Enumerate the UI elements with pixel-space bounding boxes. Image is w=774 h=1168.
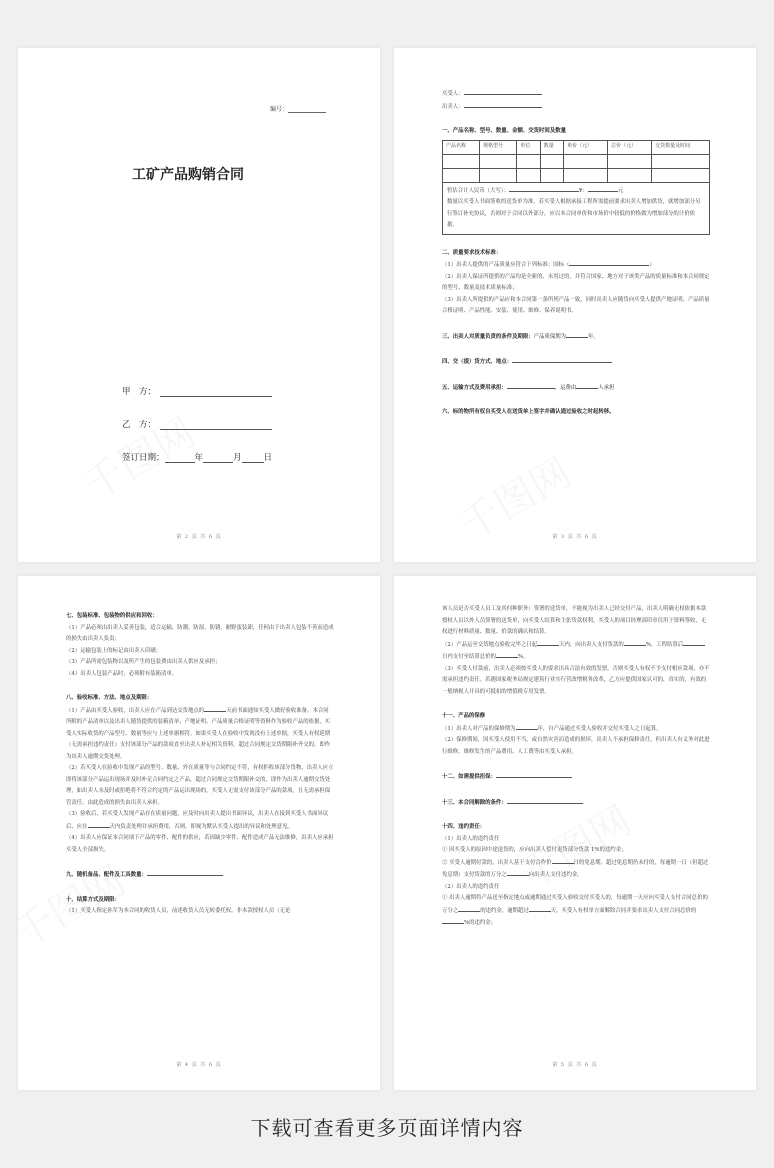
paragraph: 该人员是否买受人员工及其何种职务）签署的送货单，不能视为出卖人已经交付产品，出卖人明确无权依据本款授权人员以外人员签署的送货单，向买受人结算和主张货款权利，买受人的项目经理部印章仅用于资料签收，无权进行材料质量、数量、价款的确认和结算。 bbox=[442, 606, 707, 635]
section-14-heading: 十四、违约责任： bbox=[442, 824, 486, 830]
paragraph-text: 天前书面通知买受人做好验收准备。本合同所附的产品清单以及出卖人随货提供的装箱清单、产地证明、产品质量合格证明等资料作为验收产品的依据，买受人实际收货的产品型号、数量等应与上述单据相符。如果买受人在验收中发现没有上述单据，买受人有权延期（无需承担违约责任）支付该部分产品的款项直至出卖人补足相关资料，超过合同规定交货期限补齐交的，即作为出卖人逾期交货处理。 bbox=[66, 707, 331, 760]
section-9-label: 九、随机备品、配件及工具数量： bbox=[66, 872, 147, 878]
paragraph: （2）出卖人保证所提供的产品均是全新的、未用过的，并符合国家、地方对于该类产品的质量标准和本合同规定的型号、数量及技术质量标准； bbox=[442, 273, 710, 291]
section-4-label: 四、交（提）货方式、地点： bbox=[442, 359, 513, 365]
download-caption: 下载可查看更多页面详情内容 bbox=[250, 1116, 524, 1140]
contract-number-field bbox=[270, 104, 326, 113]
paragraph: （4）出卖人包装产品时，必须附有装箱清单。 bbox=[66, 670, 178, 677]
table-header-cell: 规格型号 bbox=[480, 140, 517, 154]
paragraph bbox=[442, 723, 710, 736]
table-header-cell: 交货数量及时间 bbox=[652, 140, 710, 154]
paragraph-text: ② 买受人逾期付款的，出卖人基于支付合作价 bbox=[442, 859, 552, 866]
section-3-heading bbox=[442, 331, 710, 344]
paragraph-text: %，工程结算后 bbox=[645, 641, 684, 648]
paragraph-text: 天内负责处理并承担费用，否则，即视为默认买受人提出的异议和处理意见。 bbox=[109, 823, 293, 830]
seller-line bbox=[442, 101, 710, 114]
party-a-row bbox=[122, 385, 272, 397]
section-8-heading: 八、验收标准、方法、地点及期限： bbox=[66, 695, 153, 701]
sign-date-row bbox=[122, 451, 272, 463]
table-header-cell: 单价（元） bbox=[564, 140, 608, 154]
table-header-cell: 数量 bbox=[540, 140, 563, 154]
product-table bbox=[442, 140, 710, 183]
contract-number-blank bbox=[288, 106, 326, 113]
delivery-blank bbox=[512, 356, 612, 363]
buyer-blank bbox=[464, 88, 542, 95]
table-row bbox=[443, 154, 710, 168]
days-blank bbox=[683, 639, 705, 646]
section-12-heading bbox=[442, 771, 710, 784]
sign-date-label: 签订日期： bbox=[122, 453, 165, 463]
warranty-blank bbox=[566, 331, 588, 338]
paragraph: （1）买受人指定孙军为本合同的收货人员，前述收货人员无转委托权，非本款授权人员（无论 bbox=[66, 908, 291, 914]
table-header-cell: 总价（元） bbox=[608, 140, 652, 154]
days-blank bbox=[537, 639, 559, 646]
contract-page-5 bbox=[394, 576, 756, 1090]
paragraph: （2）若买受人在验收中发现产品的型号、数量、外在质量等与合同约定不符，有权拒收该部分货物，出卖人应立即将该部分产品运出现场并及时补足合同约定之产品，超过合同规定交货期限补交的，即作为出卖人逾期交货处理，如出卖人未及时或拒绝将不符合约定的产品运出现场的，买受人无需支付该部分产品的款项，且无需承担保管责任，由此造成的损失由出卖人承担。 bbox=[66, 765, 334, 806]
paragraph-text: 日内支付至结算总价的 bbox=[442, 654, 496, 660]
paragraph-text: ① 出卖人逾期将产品送至指定地点或逾期通过买受人验收交付买受人的，每逾期一天应向买受人支付合同总价的万分之 bbox=[442, 895, 708, 914]
section-13-heading bbox=[442, 797, 710, 810]
page-content bbox=[442, 604, 710, 930]
paragraph-text: 的违约金，逾期超过 bbox=[480, 907, 529, 914]
paragraph bbox=[442, 639, 710, 664]
table-row bbox=[443, 168, 710, 182]
section-5-label: 五、运输方式及费用承担： bbox=[442, 384, 507, 391]
seller-blank bbox=[464, 101, 542, 108]
paragraph bbox=[442, 857, 710, 882]
paragraph bbox=[66, 705, 334, 764]
paragraph-text: （1）出卖人提供的产品质量应符合下列标准：国标（ bbox=[442, 262, 570, 268]
section-6-heading: 六、标的物所有权自买受人在送货单上签字并确认通过验收之时起转移。 bbox=[442, 409, 615, 415]
paragraph: （4）出卖人应保证本合同项下产品的零件、配件的供应，若因缺少零件、配件造成产品无法维修，出卖人应承担买受人全部损失。 bbox=[66, 835, 334, 853]
paragraph-text: （2）产品运至交货地点验收完毕之日起 bbox=[442, 641, 538, 648]
section-5-heading bbox=[442, 382, 710, 395]
section-13-label: 十三、本合同解除的条件： bbox=[442, 799, 507, 806]
table-note-box bbox=[442, 183, 710, 235]
day-blank bbox=[242, 454, 264, 463]
paragraph-text: %的违约金； bbox=[464, 920, 497, 926]
guarantee-blank bbox=[496, 771, 572, 778]
month-label: 月 bbox=[233, 453, 242, 463]
paragraph bbox=[442, 893, 710, 930]
page-footer: 第 2 页 共 6 页 bbox=[176, 534, 222, 540]
buyer-line bbox=[442, 88, 710, 101]
notice-days-blank bbox=[204, 705, 226, 712]
contract-title: 工矿产品购销合同 bbox=[132, 167, 244, 183]
total-yen: ¥： bbox=[579, 187, 588, 194]
total-line bbox=[447, 185, 705, 198]
standard-blank bbox=[569, 259, 649, 266]
table-note: 数量以买受人书面签收的送货单为准，若买受人根据承接工程所需提前要求出卖人增加供货，就增加部分另行签订补充协议，否则对于合同以外部分，应以本合同单价和市场价中较低的价格做为增加部分的计价依据。 bbox=[447, 199, 701, 228]
freight-blank bbox=[576, 382, 598, 389]
freight-tail: 人承担 bbox=[598, 384, 615, 391]
paragraph-text: 向出卖人支付违约金。 bbox=[528, 872, 583, 878]
paragraph: （3）买受人付款前，出卖人必须按买受人的要求出具合法有效的发票，否则买受人有权不予支付相应款项，亦不需承担违约责任。若遇国家税务局规定建筑行业实行营改增税务改革，乙方应提供国家认可的，真实的，有效的一般纳税人开具的可抵扣的增值税专用发票。 bbox=[442, 665, 710, 695]
page-footer: 第 5 页 共 6 页 bbox=[552, 1062, 598, 1068]
section-3-label: 三、出卖人对质量负责的条件及期限： bbox=[442, 333, 534, 340]
response-days-blank bbox=[88, 821, 110, 828]
section-9-heading bbox=[66, 869, 334, 882]
page-content bbox=[66, 604, 334, 918]
paragraph-text: （1）产品由买受人验收，出卖人应在产品到达交货地点的 bbox=[66, 707, 205, 714]
table-header-cell: 单位 bbox=[517, 140, 540, 154]
transport-blank bbox=[507, 382, 555, 389]
contract-page-3 bbox=[394, 48, 756, 562]
section-10-heading: 十、结算方式及期限： bbox=[66, 896, 120, 903]
contract-number-label: 编号： bbox=[269, 106, 288, 113]
paragraph: （2）运输包装上的标记由出卖人印刷； bbox=[66, 647, 162, 654]
termination-blank bbox=[507, 797, 583, 804]
party-b-blank bbox=[160, 421, 272, 430]
total-label: 暂估合计人民币（大写）： bbox=[447, 187, 509, 194]
paragraph: ① 因买受人的原因中途退货的，应向出卖人偿付退货部分货款 1%的违约金； bbox=[442, 847, 627, 853]
penalty-percent-blank bbox=[442, 917, 464, 924]
freight-label: ，运费由 bbox=[554, 384, 577, 391]
paragraph: （2）出卖人的违约责任 bbox=[442, 883, 500, 890]
page-footer: 第 3 页 共 6 页 bbox=[552, 534, 598, 540]
table-header-row bbox=[443, 140, 710, 154]
month-blank bbox=[203, 454, 233, 463]
total-yen-blank bbox=[588, 185, 618, 192]
paragraph-text: %。 bbox=[517, 654, 529, 660]
paragraph: （1）产品必须由出卖人妥善包装，适合运输、防潮、防湿、防锈，耐野蛮装卸，任何由于出卖人包装不善而造成的损失由出卖人负责； bbox=[66, 624, 334, 642]
paragraph-text: 日的免息期，超过免息期仍未付的，每逾期一日（但超过免息期）支付货款的万分之 bbox=[442, 859, 709, 878]
warranty-unit: 年。 bbox=[588, 333, 599, 340]
page-content bbox=[442, 88, 710, 419]
party-a-label: 甲 方： bbox=[122, 387, 157, 397]
party-b-label: 乙 方： bbox=[122, 420, 157, 430]
contract-page-4 bbox=[18, 576, 380, 1090]
paragraph: （3）出卖人所提供的产品应和本合同第一条所列产品一致，同时出卖人应随货向买受人提供产地证明、产品质量合格证明、产品性能、安装、使用、维修、保养说明书。 bbox=[442, 296, 710, 314]
paragraph bbox=[66, 809, 334, 833]
spare-parts-blank bbox=[147, 869, 223, 876]
paragraph: （3）产品所需包装物以及所产生的包装费由出卖人供应及承担； bbox=[66, 659, 221, 665]
party-a-blank bbox=[160, 388, 272, 397]
day-label: 日 bbox=[263, 453, 273, 463]
grace-days-blank bbox=[552, 857, 574, 864]
table-header-cell: 产品名称 bbox=[443, 140, 480, 154]
paragraph: （1）出卖人的违约责任 bbox=[442, 835, 500, 842]
percent-blank bbox=[496, 651, 518, 658]
total-unit: 元 bbox=[617, 187, 624, 194]
paren-close: ） bbox=[649, 262, 655, 268]
section-1-heading: 一、产品名称、型号、数量、金额、交货时间及数量 bbox=[442, 128, 566, 134]
total-blank bbox=[509, 185, 579, 192]
seller-label: 出卖人： bbox=[442, 103, 464, 110]
paragraph-text: （3）验收后，若买受人发现产品存在质量问题，应及时向出卖人提出书面异议，出卖人在接到买受人书面异议后，应在 bbox=[66, 811, 329, 830]
warranty-years-blank bbox=[516, 723, 538, 730]
party-b-row bbox=[122, 418, 272, 430]
buyer-label: 买受人： bbox=[442, 91, 464, 97]
contract-cover-page bbox=[18, 48, 380, 562]
section-11-heading: 十一、产品的保修 bbox=[442, 713, 486, 719]
paragraph bbox=[442, 259, 710, 272]
rate-blank bbox=[458, 905, 480, 912]
section-2-heading: 二、质量要求技术标准： bbox=[442, 249, 502, 256]
rate-blank bbox=[507, 869, 529, 876]
paragraph-text: 天，买受人有权单方面解除合同并要求出卖人支付合同总价的 bbox=[550, 907, 697, 914]
page-footer: 第 4 页 共 6 页 bbox=[176, 1062, 222, 1068]
paragraph: （2）保修期间，因买受人使用不当，或自然灾害而造成的损坏，出卖人不承担保修责任，但出卖人有义务对此进行维修，维修发生的产品费用、人工费等由买受人承担。 bbox=[442, 737, 710, 755]
percent-blank bbox=[624, 639, 646, 646]
section-12-label: 十二、如需提供担保： bbox=[442, 774, 496, 780]
year-blank bbox=[165, 454, 195, 463]
section-4-heading bbox=[442, 356, 710, 369]
warranty-label: 产品质保期为 bbox=[533, 333, 567, 340]
paragraph-text: （1）出卖人对产品的保修期为 bbox=[442, 725, 516, 732]
overdue-days-blank bbox=[529, 905, 551, 912]
paragraph-text: 年，自产品通过买受人验收并交付买受人之日起算。 bbox=[537, 725, 662, 732]
paragraph-text: 天内，向出卖人支付货款的 bbox=[559, 641, 624, 648]
year-label: 年 bbox=[194, 453, 204, 463]
section-7-heading: 七、包装标准、包装物的供应和回收： bbox=[66, 613, 158, 619]
